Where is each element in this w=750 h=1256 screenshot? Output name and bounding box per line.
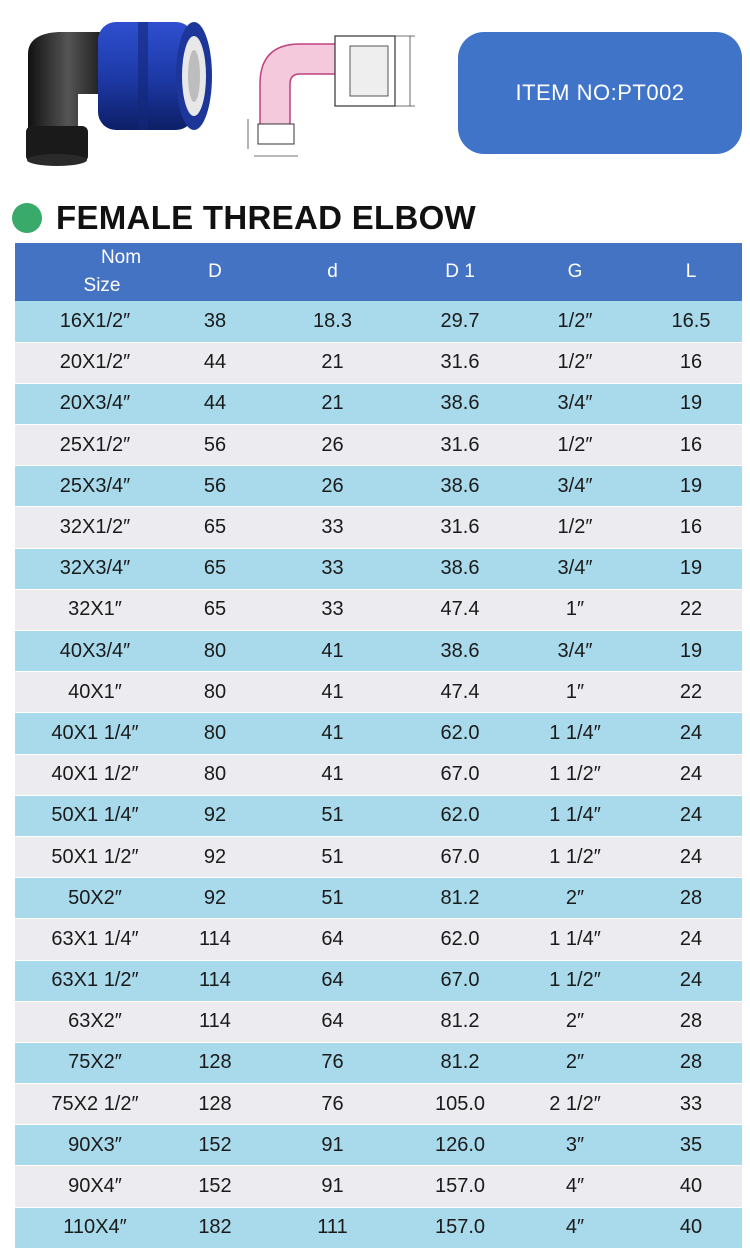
column-header-d: d xyxy=(327,261,338,282)
spec-table xyxy=(15,243,742,1249)
table-body xyxy=(15,301,742,1248)
table-row: 50X1 1/2″ 92 51 67.0 1 1/2″ 24 xyxy=(15,836,742,877)
table-row: 50X2″ 92 51 81.2 2″ 28 xyxy=(15,878,742,919)
page-title: FEMALE THREAD ELBOW xyxy=(56,199,477,236)
elbow-fitting-photo-icon xyxy=(18,14,218,169)
column-header-D: D xyxy=(208,261,222,282)
table-row: 32X3/4″ 65 33 38.6 3/4″ 19 xyxy=(15,548,742,589)
table-row: 90X3″ 152 91 126.0 3″ 35 xyxy=(15,1125,742,1166)
table-row: 20X3/4″ 44 21 38.6 3/4″ 19 xyxy=(15,383,742,424)
table-row: 50X1 1/4″ 92 51 62.0 1 1/4″ 24 xyxy=(15,795,742,836)
table-row: 40X1″ 80 41 47.4 1″ 22 xyxy=(15,672,742,713)
column-header-size: Nom Size xyxy=(83,247,142,296)
column-header-D1: D 1 xyxy=(445,261,475,282)
green-dot-icon xyxy=(12,203,42,233)
table-row: 16X1/2″ 38 18.3 29.7 1/2″ 16.5 xyxy=(15,301,742,342)
table-row: 110X4″ 182 111 157.0 4″ 40 xyxy=(15,1207,742,1248)
table-header-row xyxy=(15,243,742,301)
table-row: 32X1″ 65 33 47.4 1″ 22 xyxy=(15,589,742,630)
table-row: 25X3/4″ 56 26 38.6 3/4″ 19 xyxy=(15,466,742,507)
table-row: 90X4″ 152 91 157.0 4″ 40 xyxy=(15,1166,742,1207)
table-row: 40X3/4″ 80 41 38.6 3/4″ 19 xyxy=(15,631,742,672)
table-row: 40X1 1/2″ 80 41 67.0 1 1/2″ 24 xyxy=(15,754,742,795)
table-row: 75X2″ 128 76 81.2 2″ 28 xyxy=(15,1042,742,1083)
table-row: 63X1 1/4″ 114 64 62.0 1 1/4″ 24 xyxy=(15,919,742,960)
table-row: 75X2 1/2″ 128 76 105.0 2 1/2″ 33 xyxy=(15,1084,742,1125)
column-header-L: L xyxy=(685,261,697,282)
product-header xyxy=(0,0,750,190)
column-header-G: G xyxy=(567,261,583,282)
table-row: 25X1/2″ 56 26 31.6 1/2″ 16 xyxy=(15,425,742,466)
table-row: 20X1/2″ 44 21 31.6 1/2″ 16 xyxy=(15,342,742,383)
table-row: 63X1 1/2″ 114 64 67.0 1 1/2″ 24 xyxy=(15,960,742,1001)
section-title xyxy=(12,196,476,240)
table-row: 32X1/2″ 65 33 31.6 1/2″ 16 xyxy=(15,507,742,548)
elbow-technical-drawing-icon xyxy=(240,24,430,164)
table-row: 40X1 1/4″ 80 41 62.0 1 1/4″ 24 xyxy=(15,713,742,754)
item-number-text: ITEM NO:PT002 xyxy=(515,80,685,105)
table-row: 63X2″ 114 64 81.2 2″ 28 xyxy=(15,1001,742,1042)
item-number-badge xyxy=(458,32,742,154)
